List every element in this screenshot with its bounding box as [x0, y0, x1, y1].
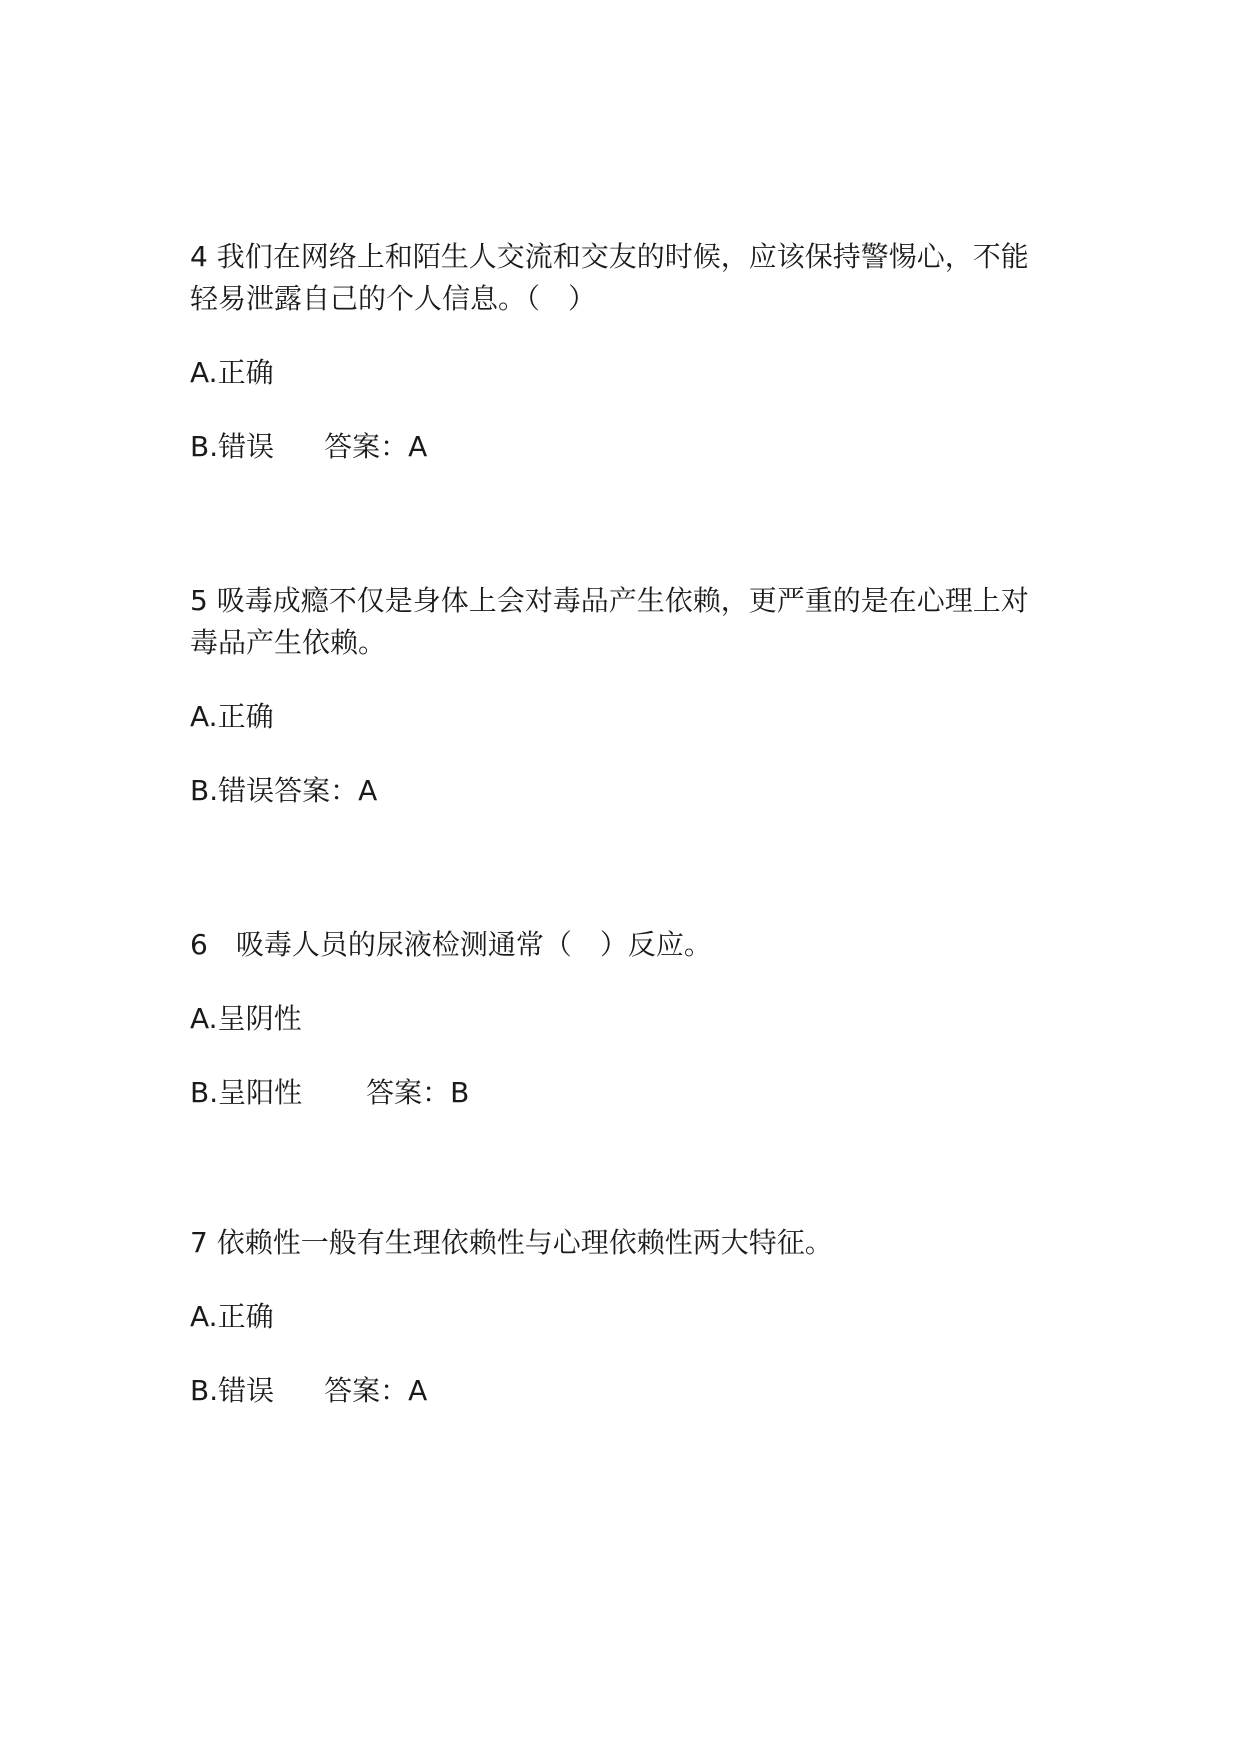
option-a [190, 1296, 274, 1338]
option-b [190, 770, 377, 812]
option-b [190, 426, 427, 468]
question-4 [190, 236, 1050, 463]
answer-label: 答案：B [366, 1076, 470, 1109]
question-6 [190, 924, 1050, 1109]
answer-label: 答案：A [324, 1374, 428, 1407]
option-a-label: A.正确 [190, 356, 274, 389]
option-b [190, 1072, 469, 1114]
option-b-label: B.呈阳性 [190, 1076, 303, 1109]
option-a-label: A.正确 [190, 1300, 274, 1333]
option-b-label: B.错误 [190, 774, 275, 807]
answer-label: 答案：A [274, 774, 378, 807]
question-7 [190, 1222, 1050, 1407]
question-text: 7 依赖性一般有生理依赖性与心理依赖性两大特征。 [190, 1226, 833, 1259]
option-b [190, 1370, 427, 1412]
answer-label: 答案：A [324, 430, 428, 463]
option-a [190, 352, 274, 394]
option-a [190, 696, 274, 738]
option-a [190, 998, 302, 1040]
question-5 [190, 580, 1050, 807]
option-a-label: A.正确 [190, 700, 274, 733]
option-b-label: B.错误 [190, 1374, 275, 1407]
option-a-label: A.呈阴性 [190, 1002, 302, 1035]
question-text: 5 吸毒成瘾不仅是身体上会对毒品产生依赖，更严重的是在心理上对毒品产生依赖。 [190, 584, 1029, 659]
option-b-label: B.错误 [190, 430, 275, 463]
question-text: 6 吸毒人员的尿液检测通常（ ）反应。 [190, 928, 712, 961]
question-text: 4 我们在网络上和陌生人交流和交友的时候，应该保持警惕心，不能轻易泄露自己的个人信息。（ ） [190, 240, 1029, 315]
